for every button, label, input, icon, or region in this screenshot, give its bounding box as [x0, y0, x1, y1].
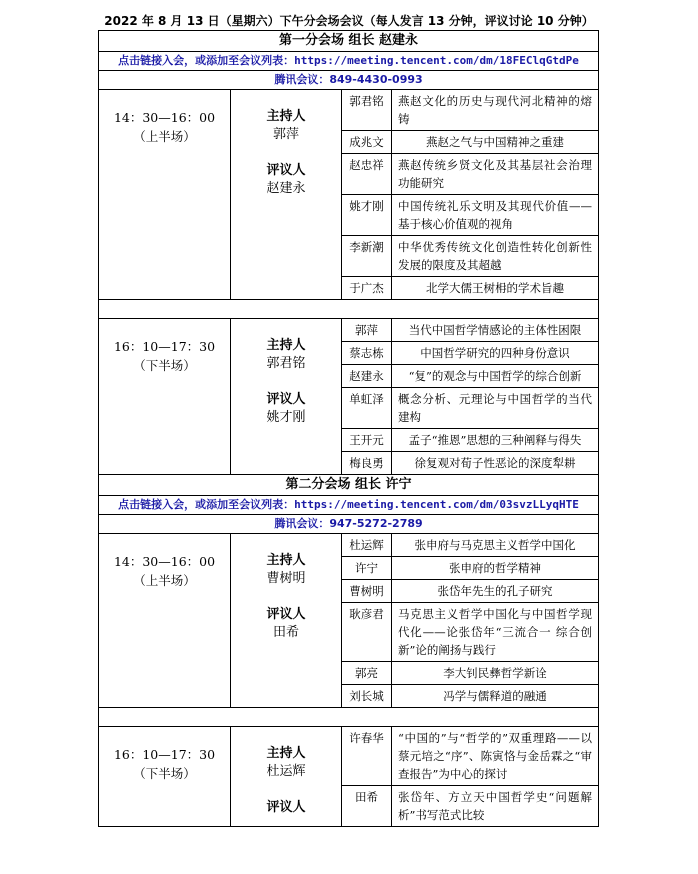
speaker-name: 姚才刚: [342, 195, 392, 236]
speaker-name: 刘长城: [342, 685, 392, 708]
speaker-name: 李新潮: [342, 236, 392, 277]
talk-title: 燕赵文化的历史与现代河北精神的熔铸: [392, 90, 599, 131]
talk-title: “复”的观念与中国哲学的综合创新: [392, 365, 599, 388]
speaker-name: 郭亮: [342, 662, 392, 685]
roles-cell: [231, 319, 342, 475]
speaker-name: 田希: [342, 786, 392, 827]
talk-row: [99, 90, 599, 131]
time-slot: [99, 90, 231, 300]
meeting-link-row: [99, 496, 599, 515]
talk-title: 中华优秀传统文化创造性转化创新性发展的限度及其超越: [392, 236, 599, 277]
talk-row: [99, 319, 599, 342]
session-heading-row: [99, 31, 599, 52]
talk-title: 中国传统礼乐文明及其现代价值——基于核心价值观的视角: [392, 195, 599, 236]
reviewer-label: 评议人: [266, 800, 306, 815]
talk-title: 张岱年先生的孔子研究: [392, 580, 599, 603]
spacer-cell: [99, 708, 599, 727]
role-spacer: [231, 373, 341, 391]
roles-cell: [231, 534, 342, 708]
meeting-link[interactable]: 点击链接入会，或添加至会议列表：https://meeting.tencent.com/dm/03svzLLyqHTE: [99, 496, 599, 515]
host-name: 郭君铭: [266, 356, 306, 371]
half-label: （上半场）: [133, 129, 196, 144]
talk-title: 张申府的哲学精神: [392, 557, 599, 580]
time-range: 14：30—16：00: [113, 554, 216, 569]
reviewer-label: 评议人: [266, 607, 306, 622]
talk-title: 概念分析、元理论与中国哲学的当代建构: [392, 388, 599, 429]
talk-row: [99, 727, 599, 786]
speaker-name: 耿彦君: [342, 603, 392, 662]
spacer-row: [99, 708, 599, 727]
speaker-name: 郭君铭: [342, 90, 392, 131]
session-heading: 第一分会场 组长 赵建永: [99, 31, 599, 52]
speaker-name: 许宁: [342, 557, 392, 580]
host-name: 杜运辉: [266, 764, 306, 779]
roles-cell: [231, 727, 342, 827]
host-label: 主持人: [266, 553, 306, 568]
speaker-name: 郭萍: [342, 319, 392, 342]
role-spacer: [231, 588, 341, 606]
half-label: （上半场）: [133, 573, 196, 588]
talk-row: [99, 534, 599, 557]
speaker-name: 梅良勇: [342, 452, 392, 475]
meeting-id-row: [99, 71, 599, 90]
speaker-name: 成兆文: [342, 131, 392, 154]
meeting-link[interactable]: 点击链接入会，或添加至会议列表：https://meeting.tencent.com/dm/18FEClqGtdPe: [99, 52, 599, 71]
host-label: 主持人: [266, 746, 306, 761]
talk-title: 马克思主义哲学中国化与中国哲学现代化——论张岱年“三流合一 综合创新”论的阐扬与践行: [392, 603, 599, 662]
time-range: 14：30—16：00: [113, 110, 216, 125]
reviewer-name: 田希: [272, 625, 299, 640]
session-heading-row: [99, 475, 599, 496]
talk-title: 燕赵传统乡贤文化及其基层社会治理功能研究: [392, 154, 599, 195]
roles-cell: [231, 90, 342, 300]
spacer-cell: [99, 300, 599, 319]
time-range: 16：10—17：30: [113, 747, 216, 762]
time-slot: [99, 534, 231, 708]
reviewer-name: 姚才刚: [266, 410, 306, 425]
speaker-name: 杜运辉: [342, 534, 392, 557]
talk-title: 燕赵之气与中国精神之重建: [392, 131, 599, 154]
speaker-name: 于广杰: [342, 277, 392, 300]
reviewer-name: 赵建永: [266, 181, 306, 196]
reviewer-label: 评议人: [266, 392, 306, 407]
reviewer-label: 评议人: [266, 163, 306, 178]
role-spacer: [231, 144, 341, 162]
half-label: （下半场）: [133, 766, 196, 781]
half-label: （下半场）: [133, 358, 196, 373]
session-heading: 第二分会场 组长 许宁: [99, 475, 599, 496]
time-slot: [99, 727, 231, 827]
talk-title: 中国哲学研究的四种身份意识: [392, 342, 599, 365]
page-title: 2022 年 8 月 13 日（星期六）下午分会场会议（每人发言 13 分钟，评议讨论 10 分钟）: [104, 14, 594, 28]
talk-title: 孟子“推恩”思想的三种阐释与得失: [392, 429, 599, 452]
meeting-link-row: [99, 52, 599, 71]
talk-title: 冯学与儒释道的融通: [392, 685, 599, 708]
talk-title: 张岱年、方立天中国哲学史“问题解析”书写范式比较: [392, 786, 599, 827]
spacer-row: [99, 300, 599, 319]
time-slot: [99, 319, 231, 475]
schedule-table: [98, 30, 599, 827]
host-name: 郭萍: [272, 127, 299, 142]
meeting-id: 腾讯会议：849-4430-0993: [99, 71, 599, 90]
host-label: 主持人: [266, 338, 306, 353]
meeting-id: 腾讯会议：947-5272-2789: [99, 515, 599, 534]
speaker-name: 王开元: [342, 429, 392, 452]
speaker-name: 赵建永: [342, 365, 392, 388]
talk-title: 徐复观对荀子性恶论的深度犁耕: [392, 452, 599, 475]
talk-title: 李大钊民彝哲学新诠: [392, 662, 599, 685]
speaker-name: 单虹泽: [342, 388, 392, 429]
role-spacer: [231, 781, 341, 799]
talk-title: 北学大儒王树枏的学术旨趣: [392, 277, 599, 300]
speaker-name: 赵忠祥: [342, 154, 392, 195]
talk-title: 当代中国哲学情感论的主体性困限: [392, 319, 599, 342]
meeting-id-row: [99, 515, 599, 534]
talk-title: 张申府与马克思主义哲学中国化: [392, 534, 599, 557]
speaker-name: 蔡志栋: [342, 342, 392, 365]
talk-title: “中国的”与“哲学的”双重理路——以蔡元培之“序”、陈寅恪与金岳霖之“审查报告”为中心的探讨: [392, 727, 599, 786]
time-range: 16：10—17：30: [113, 339, 216, 354]
speaker-name: 许春华: [342, 727, 392, 786]
host-label: 主持人: [266, 109, 306, 124]
speaker-name: 曹树明: [342, 580, 392, 603]
host-name: 曹树明: [266, 571, 306, 586]
